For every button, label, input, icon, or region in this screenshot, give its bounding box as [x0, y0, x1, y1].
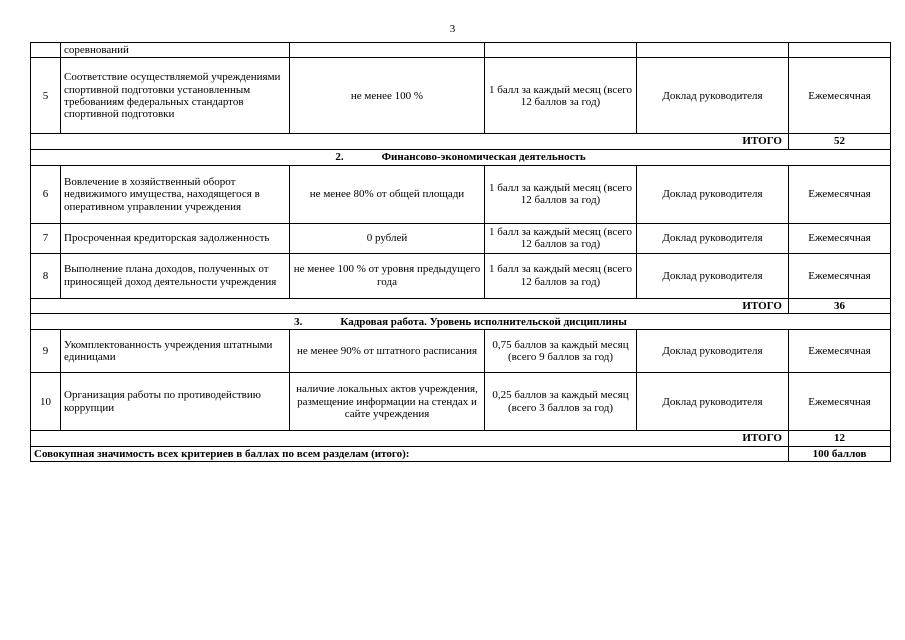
criterion-points: 1 балл за каждый месяц (всего 12 баллов за год) [485, 58, 637, 134]
criterion-name: Просроченная кредиторская задолженность [61, 223, 290, 253]
criterion-value: не менее 100 % [290, 58, 485, 134]
section-total-row [31, 134, 891, 149]
criterion-value: наличие локальных актов учреждения, размещение информации на стендах и сайте учреждения [290, 373, 485, 431]
criteria-table [30, 42, 891, 462]
criterion-report-form: Доклад руководителя [637, 165, 789, 223]
criterion-periodicity [789, 43, 891, 58]
criterion-report-form: Доклад руководителя [637, 58, 789, 134]
criterion-value [290, 43, 485, 58]
section-header [31, 149, 891, 165]
criterion-value: не менее 100 % от уровня предыдущего года [290, 253, 485, 298]
criterion-name: соревнований [61, 43, 290, 58]
grand-total-label: Совокупная значимость всех критериев в баллах по всем разделам (итого): [31, 446, 789, 461]
section-total-value: 52 [789, 134, 891, 149]
grand-total-row [31, 446, 891, 461]
criterion-periodicity: Ежемесячная [789, 330, 891, 373]
criterion-periodicity: Ежемесячная [789, 253, 891, 298]
criterion-report-form [637, 43, 789, 58]
criterion-number: 8 [31, 253, 61, 298]
criterion-name: Укомплектованность учреждения штатными единицами [61, 330, 290, 373]
criterion-number [31, 43, 61, 58]
section-number: 3. [294, 315, 303, 328]
criterion-points [485, 43, 637, 58]
section-header-row [31, 149, 891, 165]
criterion-name: Вовлечение в хозяйственный оборот недвижимого имущества, находящегося в оперативном управлении учреждения [61, 165, 290, 223]
section-header-row [31, 314, 891, 330]
table-row [31, 58, 891, 134]
criterion-report-form: Доклад руководителя [637, 253, 789, 298]
criterion-periodicity: Ежемесячная [789, 373, 891, 431]
criterion-points: 0,75 баллов за каждый месяц (всего 9 баллов за год) [485, 330, 637, 373]
table-row [31, 43, 891, 58]
criterion-periodicity: Ежемесячная [789, 165, 891, 223]
table-row [31, 330, 891, 373]
section-total-value: 12 [789, 431, 891, 446]
criterion-number: 7 [31, 223, 61, 253]
section-total-label: ИТОГО [31, 298, 789, 313]
criterion-value: не менее 80% от общей площади [290, 165, 485, 223]
page-number: 3 [449, 23, 456, 35]
criterion-report-form: Доклад руководителя [637, 373, 789, 431]
section-number: 2. [335, 151, 344, 164]
criterion-value: 0 рублей [290, 223, 485, 253]
section-total-label: ИТОГО [31, 134, 789, 149]
section-total-value: 36 [789, 298, 891, 313]
section-total-row [31, 298, 891, 313]
criterion-points: 1 балл за каждый месяц (всего 12 баллов за год) [485, 165, 637, 223]
section-title: Кадровая работа. Уровень исполнительской дисциплины [340, 315, 627, 328]
criterion-periodicity: Ежемесячная [789, 58, 891, 134]
criterion-points: 1 балл за каждый месяц (всего 12 баллов за год) [485, 223, 637, 253]
section-total-row [31, 431, 891, 446]
section-total-label: ИТОГО [31, 431, 789, 446]
criterion-number: 5 [31, 58, 61, 134]
criterion-name: Организация работы по противодействию коррупции [61, 373, 290, 431]
table-row [31, 253, 891, 298]
criterion-report-form: Доклад руководителя [637, 223, 789, 253]
criterion-periodicity: Ежемесячная [789, 223, 891, 253]
criterion-value: не менее 90% от штатного расписания [290, 330, 485, 373]
criterion-number: 6 [31, 165, 61, 223]
grand-total-value: 100 баллов [789, 446, 891, 461]
table-row [31, 223, 891, 253]
criterion-number: 9 [31, 330, 61, 373]
criterion-points: 1 балл за каждый месяц (всего 12 баллов за год) [485, 253, 637, 298]
section-header [31, 314, 891, 330]
table-row [31, 165, 891, 223]
criterion-name: Выполнение плана доходов, полученных от приносящей доход деятельности учреждения [61, 253, 290, 298]
criterion-name: Соответствие осуществляемой учреждениями спортивной подготовки установленным требованиям федеральных стандартов спортивной подготовки [61, 58, 290, 134]
criterion-number: 10 [31, 373, 61, 431]
criterion-report-form: Доклад руководителя [637, 330, 789, 373]
criterion-points: 0,25 баллов за каждый месяц (всего 3 баллов за год) [485, 373, 637, 431]
section-title: Финансово-экономическая деятельность [381, 151, 586, 164]
table-row [31, 373, 891, 431]
